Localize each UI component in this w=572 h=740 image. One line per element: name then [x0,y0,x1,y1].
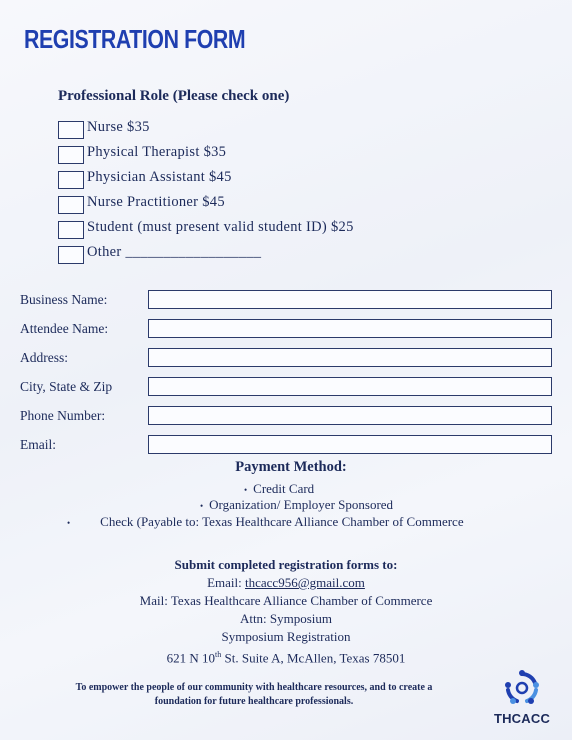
payment-heading: Payment Method: [235,459,347,475]
bullet-icon: • [67,518,71,529]
address-sup: th [215,650,222,659]
field-label: Business Name: [20,291,108,307]
field-label: Attendee Name: [20,320,109,336]
payment-option-label: Organization/ Employer Sponsored [209,497,394,512]
people-circle-icon [502,668,542,708]
submit-address-line [0,646,572,664]
mission-statement [48,681,460,709]
city-state-zip-input[interactable] [148,377,552,396]
attendee-name-input[interactable] [148,319,552,338]
role-label: Nurse Practitioner $45 [87,194,225,210]
mission-line: To empower the people of our community with healthcare resources, and to create a [75,682,433,693]
submit-email-line [0,574,572,592]
field-row-phone-number [20,401,552,430]
field-row-attendee-name [20,314,552,343]
bullet-icon: • [244,485,248,496]
checkbox[interactable] [58,196,84,214]
bullet-icon: • [200,501,204,512]
email-input[interactable] [148,435,552,454]
form-title: REGISTRATION FORM [24,24,246,54]
business-name-input[interactable] [148,290,552,309]
phone-number-input[interactable] [148,406,552,425]
role-option-other[interactable] [58,240,354,265]
field-label: City, State & Zip [20,378,113,394]
payment-option-label: Credit Card [253,481,315,496]
thcacc-logo [484,668,560,726]
logo-text: THCACC [493,711,551,726]
submit-attn-line: Attn: Symposium [239,611,333,626]
payment-option-label: Check (Payable to: Texas Healthcare Alliance Chamber of Commerce [100,514,464,529]
payment-option-credit-card [244,481,314,497]
payment-option-employer [200,497,393,513]
address-post: St. Suite A, McAllen, Texas 78501 [221,650,406,666]
role-option-nurse[interactable] [58,115,354,140]
checkbox[interactable] [58,221,84,239]
role-label: Physical Therapist $35 [87,144,227,160]
role-option-student[interactable] [58,215,354,240]
checkbox[interactable] [58,121,84,139]
role-option-physician-assistant[interactable] [58,165,354,190]
role-heading: Professional Role (Please check one) [58,88,290,104]
field-row-business-name [20,285,552,314]
address-input[interactable] [148,348,552,367]
role-option-nurse-practitioner[interactable] [58,190,354,215]
contact-fields [20,285,552,459]
submit-dept-line: Symposium Registration [221,629,351,644]
field-row-email [20,430,552,459]
role-label: Other __________________ [87,244,262,260]
role-list [58,115,354,265]
role-label: Student (must present valid student ID) $25 [87,219,354,235]
field-label: Phone Number: [20,407,106,423]
email-link[interactable]: thcacc956@gmail.com [245,575,365,590]
field-label: Address: [20,349,68,365]
role-label: Physician Assistant $45 [87,169,232,185]
submit-instructions [0,556,572,664]
submit-mail-line: Mail: Texas Healthcare Alliance Chamber of Commerce [139,593,433,608]
role-option-physical-therapist[interactable] [58,140,354,165]
checkbox[interactable] [58,146,84,164]
address-pre: 621 N 10 [166,650,216,666]
email-prefix: Email: [207,575,245,590]
submit-heading: Submit completed registration forms to: [174,557,398,572]
payment-option-check [67,514,464,530]
field-label: Email: [20,436,56,452]
checkbox[interactable] [58,246,84,264]
checkbox[interactable] [58,171,84,189]
role-label: Nurse $35 [87,119,150,135]
mission-line: foundation for future healthcare professionals. [154,696,354,707]
field-row-address [20,343,552,372]
field-row-city-state-zip [20,372,552,401]
